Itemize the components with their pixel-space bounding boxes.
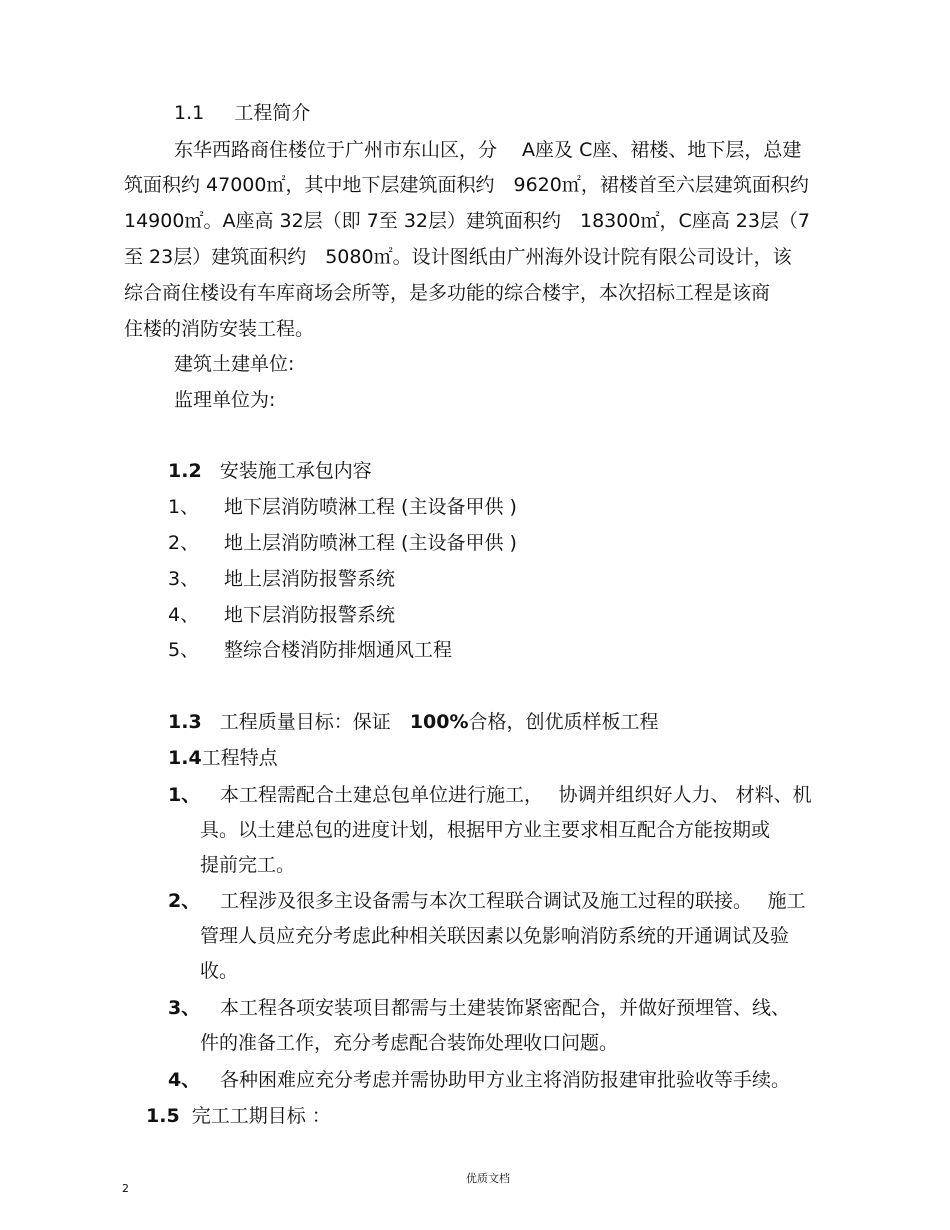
feature-1-line-1: 本工程需配合土建总包单位进行施工， 协调并组织好人力、 材料、机: [220, 784, 812, 806]
item-number: 1、: [168, 496, 200, 518]
intro-line-5: 综合商住楼设有车库商场会所等，是多功能的综合楼宇，本次招标工程是该商: [124, 282, 771, 304]
section-number: 1.4: [168, 747, 202, 769]
list-item-text: 地上层消防报警系统: [224, 568, 396, 590]
feature-2-line-3: 收。: [200, 960, 239, 982]
feature-4-line-1: 各种困难应充分考虑并需协助甲方业主将消防报建审批验收等手续。: [220, 1069, 791, 1091]
section-title: 完工工期目标 ：: [191, 1105, 331, 1127]
section-number: 1.1: [174, 102, 205, 124]
section-title: 安装施工承包内容: [219, 460, 372, 482]
list-item-text: 地下层消防喷淋工程 (主设备甲供 ): [224, 496, 517, 518]
intro-line-1: 东华西路商住楼位于广州市东山区，分 A座及 C座、裙楼、地下层，总建: [174, 139, 802, 161]
supervisor-label: 监理单位为:: [174, 389, 276, 411]
list-item: [168, 641, 199, 660]
intro-line-4: 至 23层）建筑面积约 5080㎡。设计图纸由广州海外设计院有限公司设计，该: [124, 246, 792, 268]
builder-label: 建筑土建单位:: [174, 353, 295, 375]
page-number: 2: [122, 1182, 129, 1195]
list-item: [168, 498, 199, 517]
section-title: 工程特点: [201, 747, 278, 769]
list-item-text: 地下层消防报警系统: [224, 604, 396, 626]
feature-3-line-1: 本工程各项安装项目都需与土建装饰紧密配合，并做好预埋管、线、: [220, 997, 791, 1019]
feature-1-line-2: 具。以土建总包的进度计划，根据甲方业主要求相互配合方能按期或: [200, 819, 771, 841]
list-item-text: 地上层消防喷淋工程 (主设备甲供 ): [224, 532, 517, 554]
list-item: [168, 606, 199, 625]
intro-line-2: 筑面积约 47000㎡，其中地下层建筑面积约 9620㎡，裙楼首至六层建筑面积约: [124, 174, 809, 196]
section-1-2-heading: [168, 462, 372, 481]
quality-percent: 100%: [409, 711, 469, 733]
item-number: 4、: [168, 604, 200, 626]
section-number: 1.2: [168, 460, 202, 482]
section-1-1-heading: [174, 104, 310, 123]
feature-number: 3、: [168, 997, 201, 1019]
list-item-text: 整综合楼消防排烟通风工程: [224, 639, 453, 661]
feature-3-line-2: 件的准备工作，充分考虑配合装饰处理收口问题。: [200, 1032, 619, 1054]
section-number: 1.5: [146, 1105, 180, 1127]
section-number: 1.3: [168, 711, 202, 733]
quality-target-suffix: 合格，创优质样板工程: [468, 711, 659, 733]
feature-2-line-1: 工程涉及很多主设备需与本次工程联合调试及施工过程的联接。 施工: [220, 890, 806, 912]
feature-number: 4、: [168, 1069, 201, 1091]
item-number: 3、: [168, 568, 200, 590]
item-number: 2、: [168, 532, 200, 554]
intro-line-6: 住楼的消防安装工程。: [124, 318, 315, 340]
section-1-5-heading: [146, 1107, 331, 1126]
feature-number: 1、: [168, 784, 201, 806]
section-title: 工程简介: [234, 102, 311, 124]
footer-label: 优质文档: [466, 1172, 510, 1185]
intro-line-3: 14900㎡。A座高 32层（即 7至 32层）建筑面积约 18300㎡，C座高 23层（7: [124, 210, 811, 232]
section-1-4-heading: [168, 749, 278, 768]
list-item: [168, 534, 199, 553]
feature-2-line-2: 管理人员应充分考虑此种相关联因素以免影响消防系统的开通调试及验: [200, 925, 790, 947]
item-number: 5、: [168, 639, 200, 661]
feature-number: 2、: [168, 890, 201, 912]
section-1-3-heading: [168, 713, 659, 732]
quality-target-prefix: 工程质量目标：保证: [219, 711, 410, 733]
feature-1-line-3: 提前完工。: [200, 854, 296, 876]
list-item: [168, 570, 199, 589]
